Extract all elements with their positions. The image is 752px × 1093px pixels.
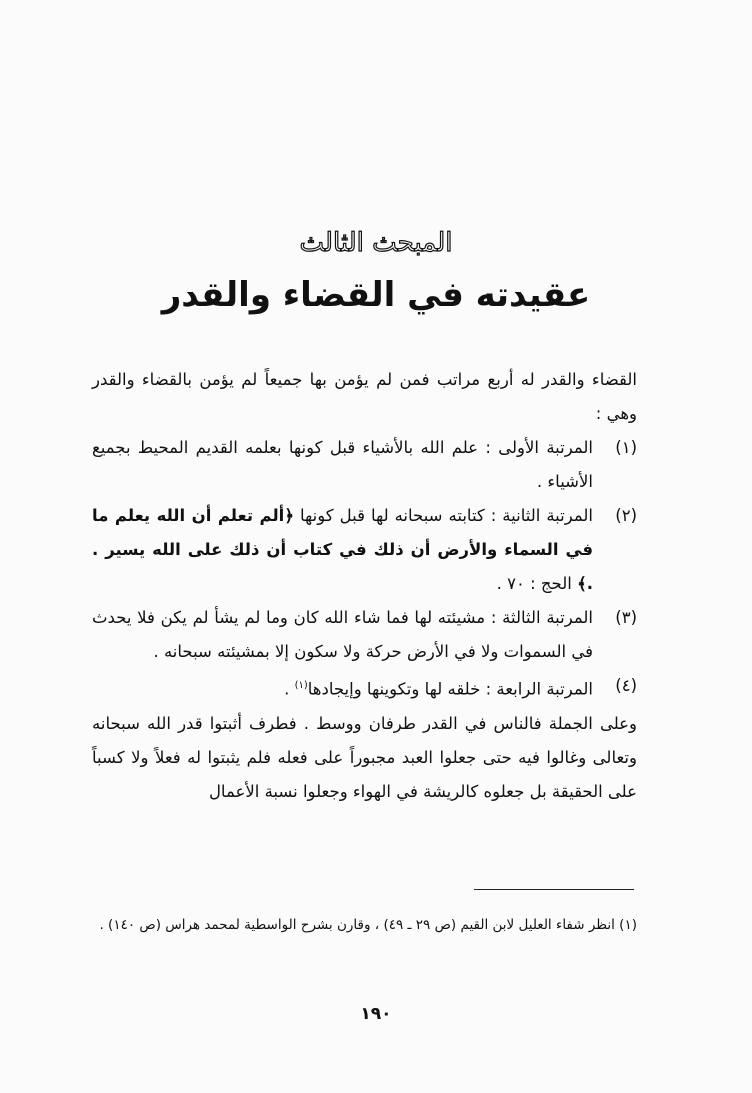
page-number: ١٩٠: [360, 1004, 392, 1024]
closing-paragraph: وعلى الجملة فالناس في القدر طرفان ووسط . فطرف أثبتوا قدر الله سبحانه وتعالى وغالوا فيه حتى جعلوا العبد مجبوراً على فعله فلم يثبتوا له فعلاً ولا كسباً على الحقيقة بل جعلوه كالريشة في الهواء وجعلوا نسبة الأعمال: [92, 713, 637, 801]
item-number: (١): [615, 438, 637, 457]
section-label: المبحث الثالث: [299, 228, 453, 258]
item-number: (٢): [615, 506, 637, 525]
chapter-title: عقيدته في القضاء والقدر: [161, 275, 591, 315]
body-text: [92, 363, 637, 809]
list-item: [92, 431, 637, 499]
list-item: [92, 601, 637, 669]
item-text-container: [92, 669, 593, 707]
citation-reference: الحج : ٧٠ .: [496, 574, 572, 593]
item-text-end: .: [284, 679, 295, 699]
list-item: [92, 669, 637, 707]
intro-paragraph: القضاء والقدر له أربع مراتب فمن لم يؤمن بها جميعاً لم يؤمن بالقضاء والقدر وهي :: [92, 370, 637, 423]
footnote-marker: (١): [294, 680, 308, 691]
quran-citation: ﴿ألم تعلم أن الله يعلم ما في السماء والأرض أن ذلك في كتاب أن ذلك على الله يسير . .﴾: [92, 506, 593, 593]
item-text: المرتبة الرابعة : خلقه لها وتكوينها وإيجادها: [307, 679, 593, 699]
list-item: [92, 499, 637, 601]
footnote: (١) انظر شفاء العليل لابن القيم (ص ٢٩ ـ ٤٩) ، وقارن بشرح الواسطية لمحمد هراس (ص ١٤٠) .: [99, 917, 637, 933]
footnote-divider: [474, 889, 634, 890]
item-text: المرتبة الثانية : كتابته سبحانه لها قبل كونها: [300, 506, 593, 525]
item-number: (٤): [615, 676, 637, 695]
item-number: (٣): [615, 608, 637, 627]
item-text-container: [92, 499, 593, 601]
item-text: المرتبة الثالثة : مشيئته لها فما شاء الله كان وما لم يشأ لم يكن فلا يحدث في السموات ولا في الأرض حركة ولا سكون إلا بمشيئته سبحانه .: [92, 608, 593, 661]
item-text: المرتبة الأولى : علم الله بالأشياء قبل كونها بعلمه القديم المحيط بجميع الأشياء .: [92, 438, 593, 491]
